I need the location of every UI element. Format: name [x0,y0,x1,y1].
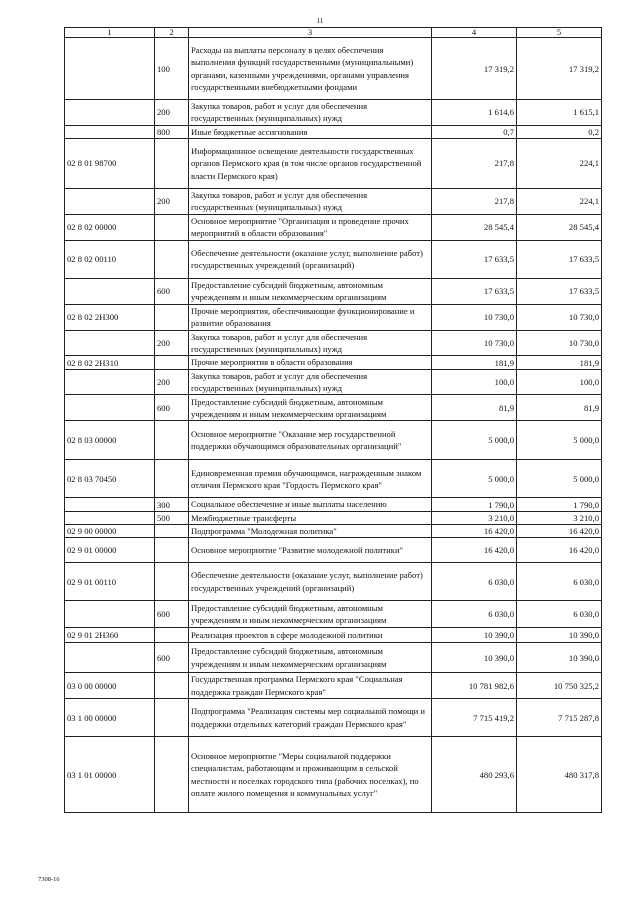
target-article-code: 02 9 01 00000 [65,538,155,563]
target-article-code: 02 8 01 98700 [65,138,155,188]
amount-year-2: 5 000,0 [517,421,602,460]
expense-type-code [155,737,189,813]
amount-year-2: 10 390,0 [517,643,602,673]
table-row [65,356,602,369]
amount-year-2: 480 317,8 [517,737,602,813]
amount-year-2: 7 715 287,8 [517,699,602,737]
expense-type-code [155,563,189,601]
document-id: 7308-16 [38,876,60,883]
amount-year-1: 0,7 [432,125,517,138]
header-col-2: 2 [155,28,189,38]
amount-year-1: 17 633,5 [432,278,517,304]
expense-type-code: 600 [155,601,189,628]
amount-year-2: 10 390,0 [517,628,602,643]
amount-year-2: 6 030,0 [517,563,602,601]
target-article-code [65,330,155,356]
row-description: Закупка товаров, работ и услуг для обеспечения государственных (муниципальных) нужд [189,330,432,356]
table-row [65,421,602,460]
table-row [65,240,602,278]
amount-year-1: 6 030,0 [432,601,517,628]
amount-year-1: 16 420,0 [432,538,517,563]
table-row [65,304,602,330]
target-article-code: 02 8 03 00000 [65,421,155,460]
table-header-row [65,28,602,38]
expense-type-code [155,356,189,369]
target-article-code: 02 8 02 2Н310 [65,356,155,369]
row-description: Предоставление субсидий бюджетным, автономным учреждениям и иным некоммерческим организациям [189,601,432,628]
expense-type-code [155,240,189,278]
row-description: Иные бюджетные ассигнования [189,125,432,138]
amount-year-1: 217,8 [432,138,517,188]
table-row [65,628,602,643]
target-article-code [65,188,155,214]
amount-year-2: 10 730,0 [517,330,602,356]
amount-year-2: 16 420,0 [517,538,602,563]
amount-year-2: 16 420,0 [517,524,602,537]
table-row [65,460,602,498]
row-description: Предоставление субсидий бюджетным, автономным учреждениям и иным некоммерческим организациям [189,643,432,673]
row-description: Закупка товаров, работ и услуг для обеспечения государственных (муниципальных) нужд [189,188,432,214]
target-article-code [65,511,155,524]
amount-year-2: 1 615,1 [517,100,602,126]
target-article-code [65,498,155,511]
target-article-code [65,601,155,628]
amount-year-1: 17 319,2 [432,38,517,100]
expense-type-code [155,699,189,737]
page-number: 11 [316,17,324,25]
row-description: Основное мероприятие "Организация и проведение прочих мероприятий в области образования" [189,214,432,240]
expense-type-code: 200 [155,330,189,356]
amount-year-1: 480 293,6 [432,737,517,813]
expense-type-code [155,138,189,188]
table-row [65,125,602,138]
table-row [65,38,602,100]
target-article-code: 02 9 01 2Н360 [65,628,155,643]
header-col-3: 3 [189,28,432,38]
target-article-code: 03 1 00 00000 [65,699,155,737]
expense-type-code: 100 [155,38,189,100]
amount-year-1: 100,0 [432,369,517,395]
expense-type-code: 800 [155,125,189,138]
table-row [65,395,602,421]
row-description: Расходы на выплаты персоналу в целях обеспечения выполнения функций государственными (муниципальными) органами, казенными учреждениями, органами управления государственными внебюджетными фондами [189,38,432,100]
amount-year-1: 1 614,6 [432,100,517,126]
amount-year-1: 1 790,0 [432,498,517,511]
amount-year-2: 224,1 [517,188,602,214]
target-article-code [65,395,155,421]
amount-year-1: 6 030,0 [432,563,517,601]
amount-year-1: 5 000,0 [432,421,517,460]
row-description: Обеспечение деятельности (оказание услуг, выполнение работ) государственных учреждений (организаций) [189,563,432,601]
table-row [65,673,602,699]
table-row [65,563,602,601]
table-row [65,330,602,356]
amount-year-1: 7 715 419,2 [432,699,517,737]
row-description: Информационное освещение деятельности государственных органов Пермского края (в том числе органов государственной власти Пермского края) [189,138,432,188]
target-article-code [65,125,155,138]
expense-type-code: 200 [155,100,189,126]
amount-year-2: 28 545,4 [517,214,602,240]
amount-year-1: 17 633,5 [432,240,517,278]
target-article-code: 02 9 00 00000 [65,524,155,537]
row-description: Прочие мероприятия, обеспечивающие функционирование и развитие образования [189,304,432,330]
expense-type-code: 200 [155,188,189,214]
budget-table [64,27,602,813]
amount-year-1: 181,9 [432,356,517,369]
amount-year-2: 17 633,5 [517,278,602,304]
expense-type-code: 600 [155,278,189,304]
expense-type-code: 600 [155,395,189,421]
header-col-4: 4 [432,28,517,38]
row-description: Обеспечение деятельности (оказание услуг, выполнение работ) государственных учреждений (организаций) [189,240,432,278]
table-row [65,524,602,537]
header-col-1: 1 [65,28,155,38]
table-row [65,643,602,673]
table-row [65,699,602,737]
row-description: Основное мероприятие "Оказание мер государственной поддержки обучающимся образовательных организаций" [189,421,432,460]
target-article-code [65,643,155,673]
header-col-5: 5 [517,28,602,38]
table-row [65,214,602,240]
table-row [65,100,602,126]
amount-year-1: 16 420,0 [432,524,517,537]
amount-year-2: 81,9 [517,395,602,421]
amount-year-1: 10 730,0 [432,304,517,330]
expense-type-code [155,214,189,240]
amount-year-1: 28 545,4 [432,214,517,240]
expense-type-code [155,524,189,537]
target-article-code [65,278,155,304]
amount-year-1: 81,9 [432,395,517,421]
expense-type-code [155,304,189,330]
row-description: Основное мероприятие "Меры социальной поддержки специалистам, работающим и проживающим в сельской местности и поселках городского типа (рабочих поселках), по оплате жилого помещения и коммунальных услуг" [189,737,432,813]
target-article-code [65,369,155,395]
row-description: Подпрограмма "Молодежная политика" [189,524,432,537]
row-description: Закупка товаров, работ и услуг для обеспечения государственных (муниципальных) нужд [189,100,432,126]
table-row [65,369,602,395]
expense-type-code [155,421,189,460]
expense-type-code: 500 [155,511,189,524]
table-row [65,138,602,188]
amount-year-1: 10 730,0 [432,330,517,356]
row-description: Предоставление субсидий бюджетным, автономным учреждениям и иным некоммерческим организациям [189,278,432,304]
target-article-code: 02 8 02 2Н300 [65,304,155,330]
target-article-code: 02 9 01 00110 [65,563,155,601]
table-row [65,278,602,304]
target-article-code [65,100,155,126]
row-description: Государственная программа Пермского края "Социальная поддержка граждан Пермского края" [189,673,432,699]
row-description: Закупка товаров, работ и услуг для обеспечения государственных (муниципальных) нужд [189,369,432,395]
expense-type-code [155,673,189,699]
expense-type-code [155,538,189,563]
row-description: Основное мероприятие "Развитие молодежной политики" [189,538,432,563]
amount-year-2: 17 633,5 [517,240,602,278]
expense-type-code: 600 [155,643,189,673]
row-description: Подпрограмма "Реализация системы мер социальной помощи и поддержки отдельных категорий граждан Пермского края" [189,699,432,737]
expense-type-code: 300 [155,498,189,511]
amount-year-2: 6 030,0 [517,601,602,628]
amount-year-1: 217,8 [432,188,517,214]
amount-year-1: 10 390,0 [432,643,517,673]
row-description: Реализация проектов в сфере молодежной политики [189,628,432,643]
expense-type-code: 200 [155,369,189,395]
target-article-code: 02 8 03 70450 [65,460,155,498]
table-row [65,538,602,563]
table-row [65,737,602,813]
amount-year-2: 10 730,0 [517,304,602,330]
table-row [65,601,602,628]
target-article-code: 03 0 00 00000 [65,673,155,699]
amount-year-2: 1 790,0 [517,498,602,511]
amount-year-2: 17 319,2 [517,38,602,100]
amount-year-1: 3 210,0 [432,511,517,524]
table-row [65,498,602,511]
row-description: Единовременная премия обучающимся, награжденным знаком отличия Пермского края "Гордость Пермского края" [189,460,432,498]
amount-year-2: 3 210,0 [517,511,602,524]
row-description: Предоставление субсидий бюджетным, автономным учреждениям и иным некоммерческим организациям [189,395,432,421]
row-description: Социальное обеспечение и иные выплаты населению [189,498,432,511]
row-description: Межбюджетные трансферты [189,511,432,524]
target-article-code: 02 8 02 00000 [65,214,155,240]
amount-year-2: 100,0 [517,369,602,395]
table-row [65,511,602,524]
row-description: Прочие мероприятия в области образования [189,356,432,369]
expense-type-code [155,628,189,643]
amount-year-1: 5 000,0 [432,460,517,498]
target-article-code: 03 1 01 00000 [65,737,155,813]
amount-year-2: 181,9 [517,356,602,369]
expense-type-code [155,460,189,498]
amount-year-1: 10 781 982,6 [432,673,517,699]
amount-year-2: 10 750 325,2 [517,673,602,699]
amount-year-2: 0,2 [517,125,602,138]
amount-year-1: 10 390,0 [432,628,517,643]
target-article-code [65,38,155,100]
table-row [65,188,602,214]
amount-year-2: 224,1 [517,138,602,188]
target-article-code: 02 8 02 00110 [65,240,155,278]
amount-year-2: 5 000,0 [517,460,602,498]
